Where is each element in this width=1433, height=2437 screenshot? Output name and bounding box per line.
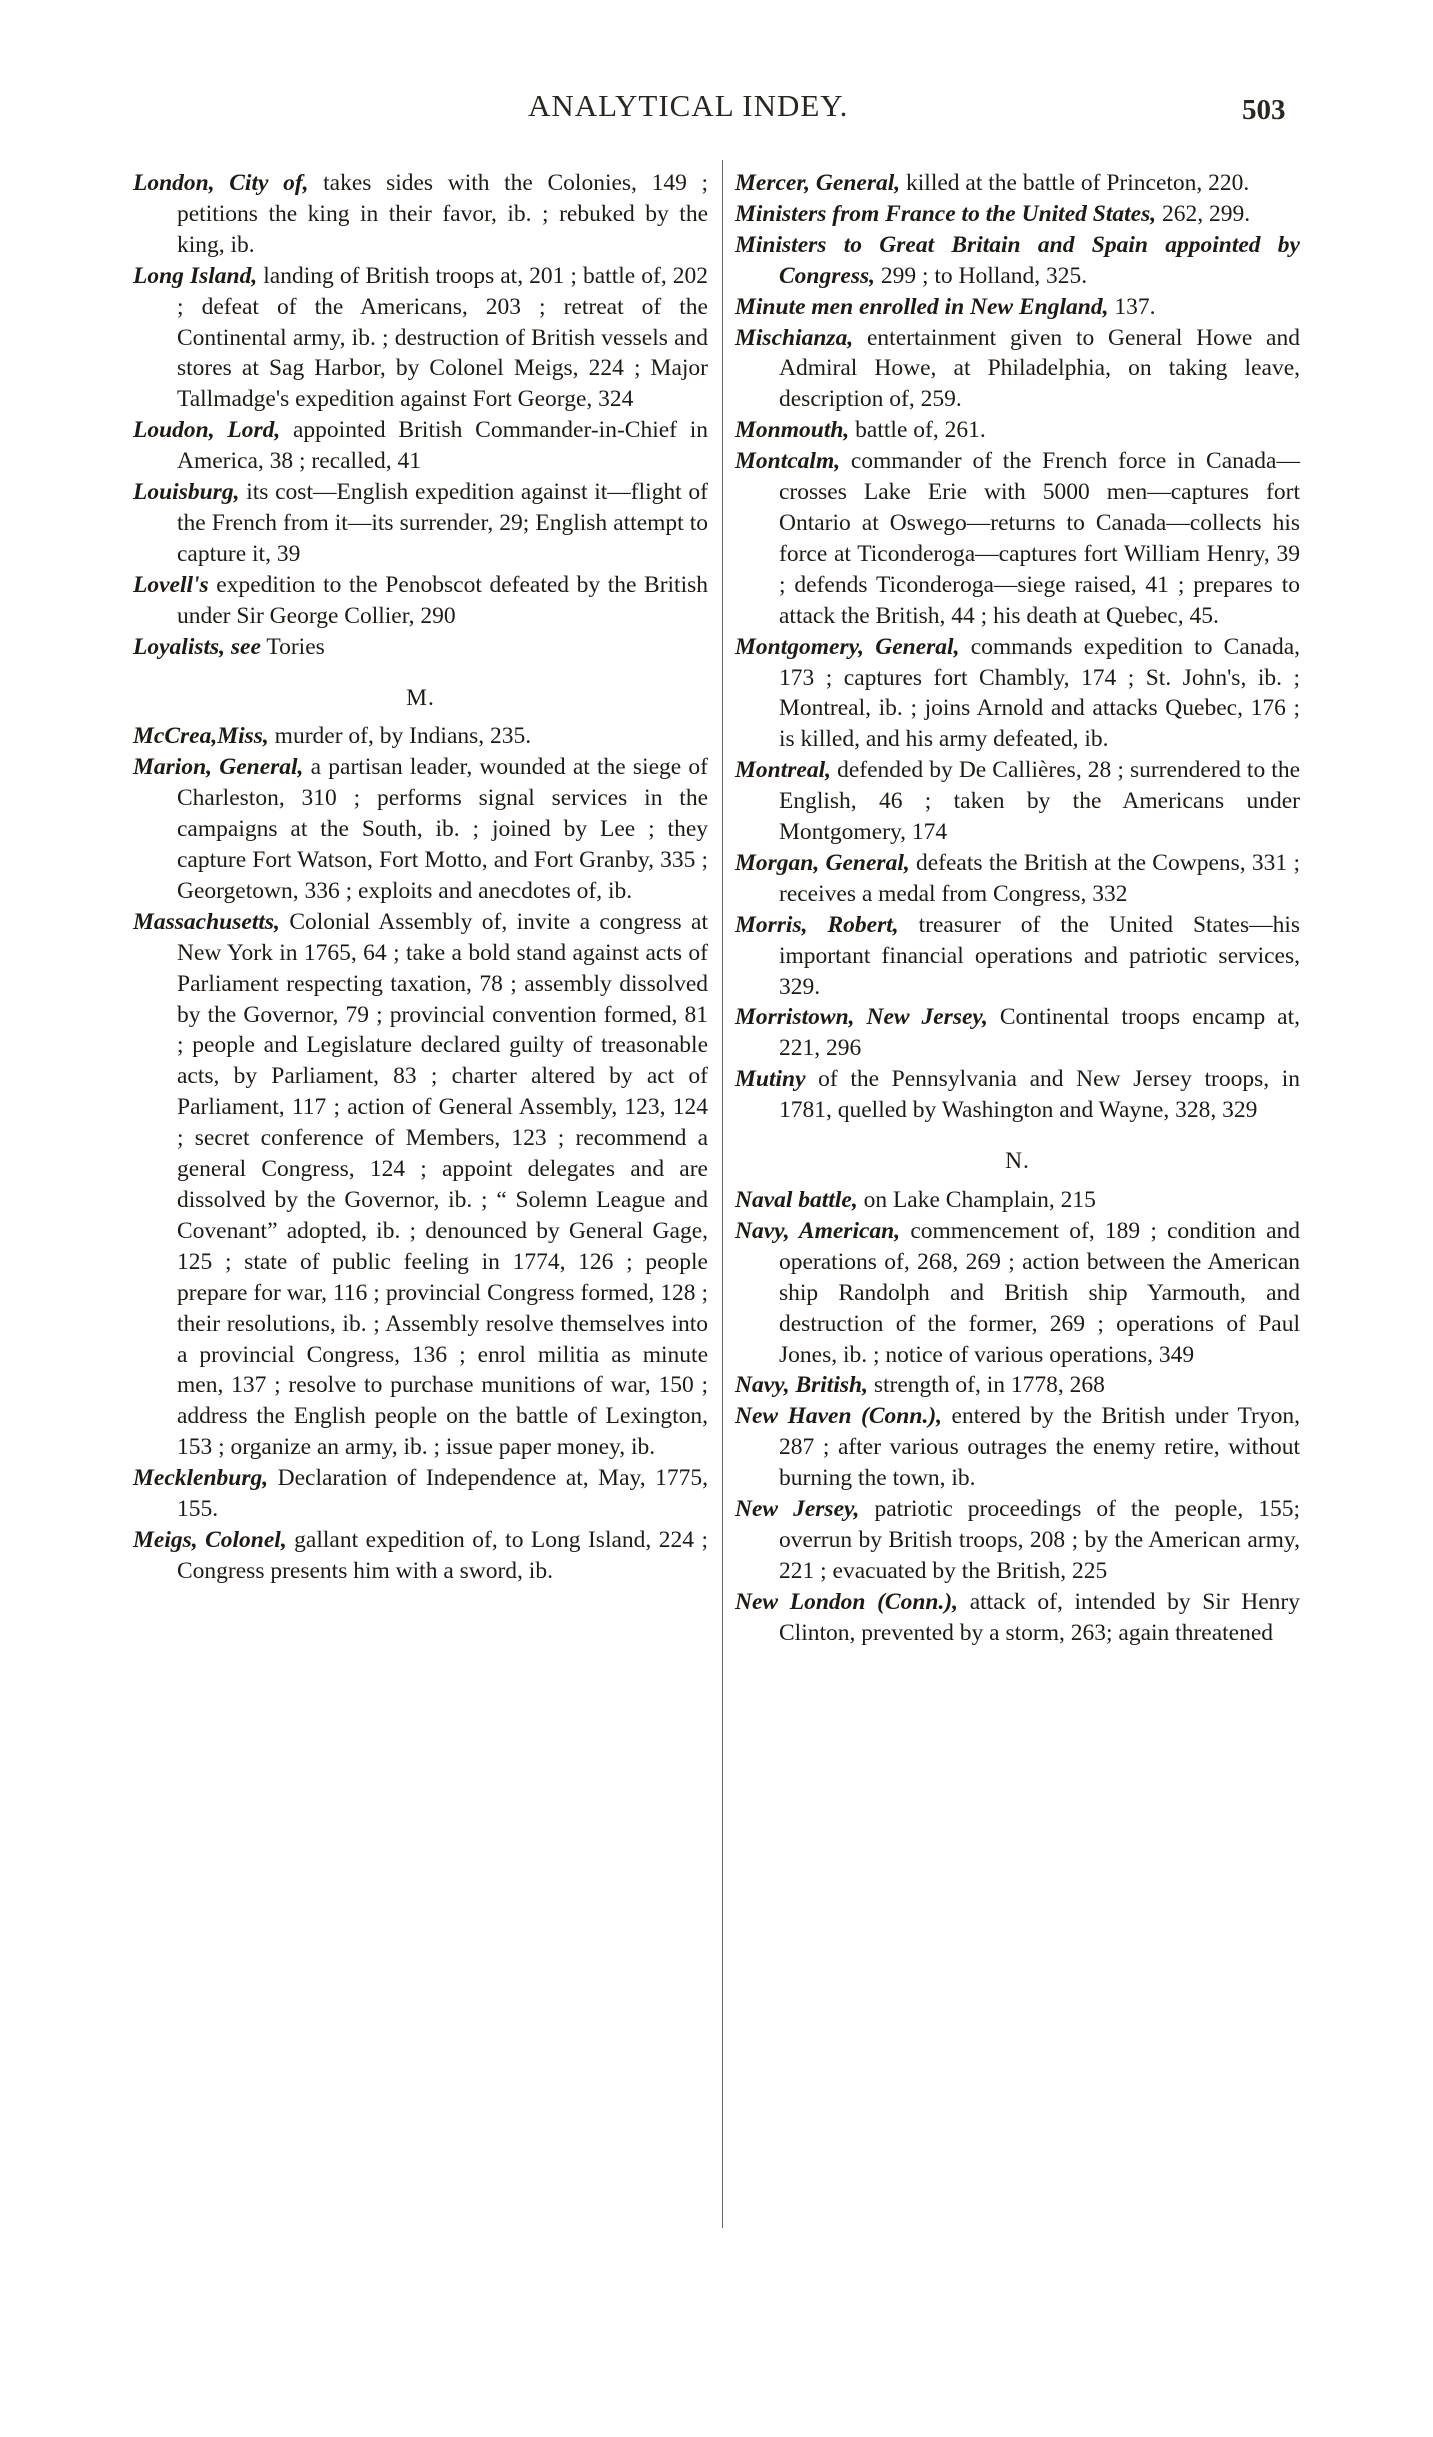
index-entry	[133, 632, 708, 663]
index-entry	[133, 752, 708, 907]
entry-term: Mischianza,	[735, 324, 854, 351]
entry-term: Montreal,	[735, 757, 831, 784]
index-entry	[133, 477, 708, 570]
index-entry	[735, 168, 1300, 199]
entry-text: takes sides with the Colonies, 149 ; petitions the king in their favor, ib. ; rebuked by the king, ib.	[177, 170, 708, 258]
entry-term: Ministers to Great Britain and Spain appointed by Congress,	[735, 231, 1300, 289]
entry-term: Morris, Robert,	[735, 911, 899, 938]
index-entry	[735, 1185, 1300, 1216]
entry-term: Naval battle,	[735, 1187, 858, 1213]
entry-text: Declaration of Independence at, May, 1775, 155.	[177, 1465, 708, 1523]
entry-text: 299 ; to Holland, 325.	[880, 262, 1088, 289]
index-entry	[133, 570, 708, 632]
entry-term: Loyalists, see	[133, 633, 261, 660]
entry-term: Montcalm,	[735, 448, 841, 475]
entry-term: London, City of,	[133, 170, 309, 196]
entry-term: Long Island,	[133, 262, 258, 289]
entry-text: commencement of, 189 ; condition and operations of, 268, 269 ; action between the American ship Randolph and British ship Yarmouth, and destruction of the former, 269 ; operations of Paul Jones, ib. ; notice of various operations, 349	[779, 1217, 1301, 1368]
section-letter-m: M.	[406, 684, 435, 711]
entry-term: McCrea,Miss,	[133, 723, 269, 750]
entry-text: strength of, in 1778, 268	[873, 1372, 1105, 1399]
index-entry	[735, 1002, 1300, 1064]
page-number: 503	[1242, 94, 1286, 126]
entry-text: entertainment given to General Howe and Admiral Howe, at Philadelphia, on taking leave, description of, 259.	[779, 324, 1300, 413]
entry-text: battle of, 261.	[855, 417, 986, 444]
index-entry	[735, 632, 1300, 756]
entry-term: Louisburg,	[133, 479, 240, 506]
entry-text: its cost—English expedition against it—flight of the French from it—its surrender, 29; English attempt to capture it, 39	[177, 479, 708, 567]
entry-text: Tories	[266, 633, 325, 660]
entry-term: New London (Conn.),	[735, 1588, 959, 1615]
index-entry	[735, 446, 1300, 631]
entry-term: Meigs, Colonel,	[133, 1526, 287, 1553]
entry-term: Loudon, Lord,	[133, 417, 281, 444]
entry-term: Mecklenburg,	[133, 1465, 269, 1492]
index-entry	[735, 1494, 1300, 1587]
index-entry	[735, 1216, 1300, 1371]
index-entry	[133, 168, 708, 261]
entry-text: killed at the battle of Princeton, 220.	[906, 170, 1250, 196]
entry-term: Morgan, General,	[735, 849, 910, 876]
entry-term: Mutiny	[735, 1066, 806, 1093]
entry-text: expedition to the Penobscot defeated by the British under Sir George Collier, 290	[177, 571, 708, 629]
entry-term: Mercer, General,	[735, 170, 901, 196]
entry-term: Lovell's	[133, 571, 209, 598]
entry-term: New Jersey,	[735, 1496, 860, 1523]
entry-text: defended by De Callières, 28 ; surrendered to the English, 46 ; taken by the Americans under Montgomery, 174	[779, 757, 1300, 846]
index-entry	[735, 230, 1300, 292]
index-entry	[133, 415, 708, 477]
entry-text: gallant expedition of, to Long Island, 224 ; Congress presents him with a sword, ib.	[177, 1526, 708, 1584]
entry-text: Continental troops encamp at, 221, 296	[779, 1004, 1301, 1062]
entry-term: Navy, British,	[735, 1372, 868, 1399]
entry-text: a partisan leader, wounded at the siege of Charleston, 310 ; performs signal services in the campaigns at the South, ib. ; joined by Lee ; they capture Fort Watson, Fort Motto, and Fort Granby, 335 ; Georgetown, 336 ; exploits and anecdotes of, ib.	[177, 754, 708, 904]
index-entry	[133, 1463, 708, 1525]
entry-text: murder of, by Indians, 235.	[274, 723, 532, 750]
entry-term: Navy, American,	[735, 1217, 901, 1244]
entry-term: Monmouth,	[735, 417, 850, 444]
entry-text: defeats the British at the Cowpens, 331 ; receives a medal from Congress, 332	[779, 849, 1300, 907]
entry-term: Massachusetts,	[133, 908, 280, 935]
running-title: ANALYTICAL INDEY.	[528, 88, 849, 123]
index-entry	[735, 292, 1300, 323]
entry-text: attack of, intended by Sir Henry Clinton, prevented by a storm, 263; again threatened	[779, 1588, 1300, 1646]
left-column	[133, 168, 708, 1587]
index-entry	[735, 415, 1300, 446]
right-column	[735, 168, 1300, 1649]
entry-text: treasurer of the United States—his important financial operations and patriotic services, 329.	[779, 911, 1301, 1000]
entry-text: 262, 299.	[1161, 200, 1251, 227]
index-entry	[735, 848, 1300, 910]
entry-term: Ministers from France to the United States,	[735, 200, 1157, 227]
entry-term: Montgomery, General,	[735, 633, 960, 660]
entry-text: Colonial Assembly of, invite a congress at New York in 1765, 64 ; take a bold stand against acts of Parliament respecting taxation, 78 ; assembly dissolved by the Governor, 79 ; provincial convention formed, 81 ; people and Legislature declared guilty of treasonable acts, by Parliament, 83 ; charter altered by act of Parliament, 117 ; action of General Assembly, 123, 124 ; secret conference of Members, 123 ; recommend a general Congress, 124 ; appoint delegates and are dissolved by the Governor, ib. ; “ Solemn League and Covenant” adopted, ib. ; denounced by General Gage, 125 ; state of public feeling in 1774, 126 ; people prepare for war, 116 ; provincial Congress formed, 128 ; their resolutions, ib. ; Assembly resolve themselves into a provincial Congress, 136 ; enrol militia as minute men, 137 ; resolve to purchase munitions of war, 150 ; address the English people on the battle of Lexington, 153 ; organize an army, ib. ; issue paper money, ib.	[177, 908, 708, 1461]
entry-term: New Haven (Conn.),	[735, 1403, 943, 1430]
entry-term: Marion, General,	[133, 754, 304, 781]
entry-text: patriotic proceedings of the people, 155; overrun by British troops, 208 ; by the American army, 221 ; evacuated by the British, 225	[779, 1496, 1300, 1584]
index-entry	[133, 1525, 708, 1587]
page-header	[0, 88, 1433, 138]
index-entry	[735, 1370, 1300, 1401]
entry-text: 137.	[1114, 293, 1156, 320]
entry-term: Morristown, New Jersey,	[735, 1004, 988, 1031]
entry-text: appointed British Commander-in-Chief in America, 38 ; recalled, 41	[177, 417, 709, 475]
entry-text: entered by the British under Tryon, 287 ; after various outrages the enemy retire, without burning the town, ib.	[779, 1403, 1301, 1492]
entry-term: Minute men enrolled in New England,	[735, 293, 1109, 320]
index-entry	[735, 199, 1300, 230]
entry-text: commands expedition to Canada, 173 ; captures fort Chambly, 174 ; St. John's, ib. ; Montreal, ib. ; joins Arnold and attacks Quebec, 176 ; is killed, and his army defeated, ib.	[779, 633, 1301, 753]
entry-text: landing of British troops at, 201 ; battle of, 202 ; defeat of the Americans, 203 ; retreat of the Continental army, ib. ; destruction of British vessels and stores at Sag Harbor, by Colonel Meigs, 224 ; Major Tallmadge's expedition against Fort George, 324	[177, 262, 708, 413]
index-entry	[735, 323, 1300, 416]
index-entry	[735, 755, 1300, 848]
index-entry	[735, 910, 1300, 1003]
entry-text: commander of the French force in Canada—crosses Lake Erie with 5000 men—captures fort Ontario at Oswego—returns to Canada—collects his force at Ticonderoga—captures fort William Henry, 39 ; defends Ticonderoga—siege raised, 41 ; prepares to attack the British, 44 ; his death at Quebec, 45.	[779, 448, 1300, 629]
index-entry	[133, 721, 708, 752]
index-entry	[735, 1587, 1300, 1649]
entry-text: on Lake Champlain, 215	[863, 1187, 1096, 1213]
index-entry	[133, 261, 708, 416]
index-entry	[735, 1064, 1300, 1126]
index-entry	[133, 907, 708, 1463]
index-entry	[735, 1401, 1300, 1494]
entry-text: of the Pennsylvania and New Jersey troops, in 1781, quelled by Washington and Wayne, 328, 329	[779, 1066, 1300, 1124]
section-letter-n: N.	[1005, 1148, 1030, 1175]
column-divider	[722, 160, 723, 2228]
